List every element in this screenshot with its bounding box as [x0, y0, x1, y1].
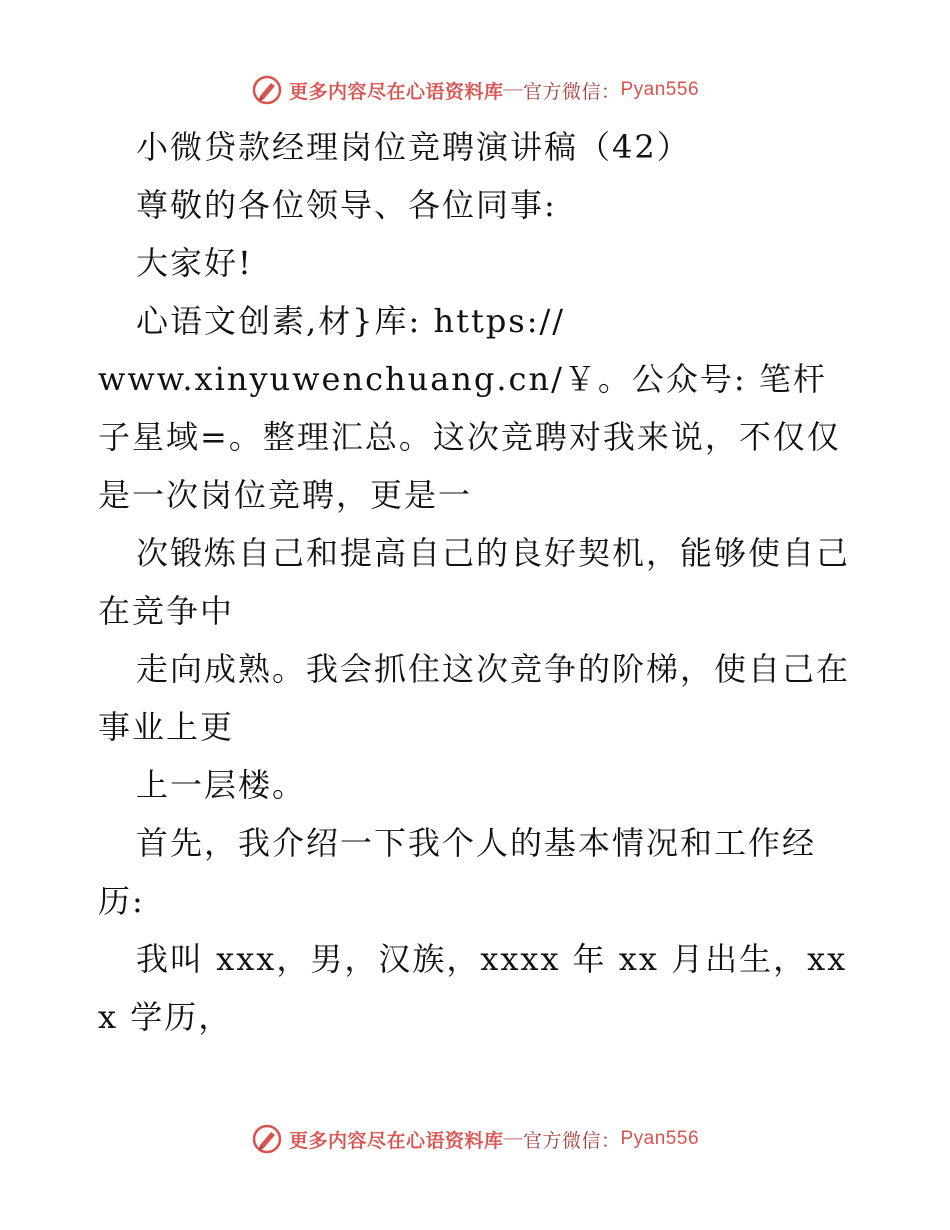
- salutation: 尊敬的各位领导、各位同事:: [136, 186, 557, 224]
- header-slogan: 更多内容尽在心语资料库: [288, 81, 504, 103]
- paragraph: 首先，我介绍一下我个人的基本情况和工作经历:: [98, 824, 817, 920]
- paragraph: 走向成熟。我会抓住这次竞争的阶梯，使自己在事业上更: [98, 650, 851, 746]
- header-wechat-label: 官方微信：: [522, 81, 621, 103]
- header-banner: [0, 70, 950, 110]
- header-wechat-id: Pyan556: [620, 79, 700, 100]
- paragraph: 上一层楼。: [136, 766, 307, 804]
- header-separator: —: [503, 79, 523, 100]
- pen-seal-icon: [251, 1123, 283, 1155]
- footer-separator: —: [503, 1128, 523, 1149]
- document-body: [98, 118, 858, 1046]
- greeting: 大家好!: [136, 244, 253, 282]
- footer-slogan: 更多内容尽在心语资料库: [288, 1130, 504, 1152]
- pen-seal-icon: [251, 74, 283, 106]
- footer-wechat-label: 官方微信：: [522, 1130, 621, 1152]
- document-title: 小微贷款经理岗位竞聘演讲稿（42）: [136, 128, 691, 166]
- paragraph: 次锻炼自己和提高自己的良好契机，能够使自己在竞争中: [98, 534, 851, 630]
- footer-banner: [0, 1119, 950, 1159]
- paragraph: 我叫 xxx，男，汉族，xxxx 年 xx 月出生，xxx 学历，: [98, 940, 848, 1036]
- paragraph: 心语文创素,材}库: https://: [136, 302, 566, 340]
- footer-wechat-id: Pyan556: [620, 1128, 700, 1149]
- paragraph: www.xinyuwenchuang.cn/￥。公众号: 笔杆子星域=。整理汇总。这次竞聘对我来说，不仅仅是一次岗位竞聘，更是一: [98, 360, 841, 514]
